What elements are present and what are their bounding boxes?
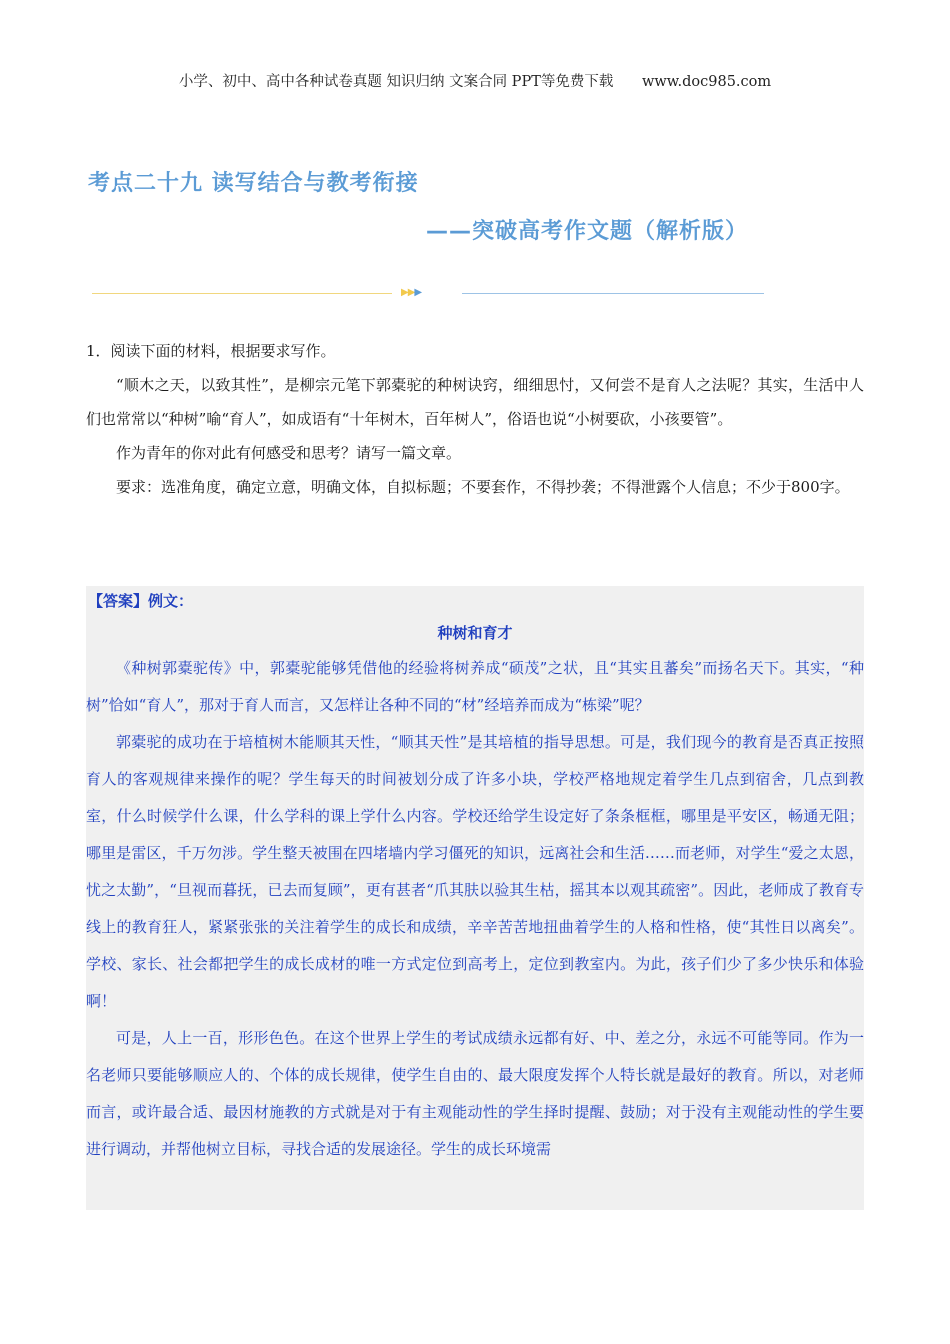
page-header	[0, 70, 950, 91]
divider-left	[92, 293, 392, 294]
page-subtitle: ——突破高考作文题（解析版）	[426, 219, 749, 244]
question-intro: 1．阅读下面的材料，根据要求写作。	[86, 342, 336, 360]
divider-arrows-icon: ▶▶▶	[401, 287, 422, 298]
header-site-link[interactable]: www.doc985.com	[641, 74, 772, 90]
answer-label: 【答案】例文：	[88, 592, 194, 610]
essay-title: 种树和育才	[437, 624, 513, 642]
header-text: 小学、初中、高中各种试卷真题 知识归纳 文案合同 PPT等免费下载	[178, 74, 614, 90]
question-prompt: 作为青年的你对此有何感受和思考？请写一篇文章。	[116, 444, 462, 462]
question-requirement: 要求：选准角度，确定立意，明确文体，自拟标题；不要套作，不得抄袭；不得泄露个人信息；不少于800字。	[116, 478, 850, 496]
essay-paragraph: 《种树郭橐驼传》中，郭橐驼能够凭借他的经验将树养成“硕茂”之状，且“其实且蕃矣”而扬名天下。其实，“种树”恰如“育人”，那对于育人而言，又怎样让各种不同的“材”经培养而成为“栋梁”呢？	[86, 659, 864, 714]
question-section	[86, 334, 864, 504]
essay-body	[86, 650, 864, 1168]
page-title: 考点二十九 读写结合与教考衔接	[88, 171, 419, 196]
essay-paragraph: 可是，人上一百，形形色色。在这个世界上学生的考试成绩永远都有好、中、差之分，永远不可能等同。作为一名老师只要能够顺应人的、个体的成长规律，使学生自由的、最大限度发挥个人特长就是最好的教育。所以，对老师而言，或许最合适、最因材施教的方式就是对于有主观能动性的学生择时提醒、鼓励；对于没有主观能动性的学生要进行调动，并帮他树立目标，寻找合适的发展途径。学生的成长环境需	[86, 1029, 864, 1158]
answer-box	[86, 586, 864, 1210]
essay-paragraph: 郭橐驼的成功在于培植树木能顺其天性，“顺其天性”是其培植的指导思想。可是，我们现今的教育是否真正按照育人的客观规律来操作的呢？学生每天的时间被划分成了许多小块，学校严格地规定着学生几点到宿舍，几点到教室，什么时候学什么课，什么学科的课上学什么内容。学校还给学生设定好了条条框框，哪里是平安区，畅通无阻；哪里是雷区，千万勿涉。学生整天被围在四堵墙内学习僵死的知识，远离社会和生活……而老师，对学生“爱之太恩，忧之太勤”，“旦视而暮抚，已去而复顾”，更有甚者“爪其肤以验其生枯，摇其本以观其疏密”。因此，老师成了教育专线上的教育狂人，紧紧张张的关注着学生的成长和成绩，辛辛苦苦地扭曲着学生的人格和性格，使“其性日以离矣”。学校、家长、社会都把学生的成长成材的唯一方式定位到高考上，定位到教室内。为此，孩子们少了多少快乐和体验啊！	[86, 733, 864, 1010]
divider-right	[462, 293, 764, 294]
question-material: “顺木之天，以致其性”，是柳宗元笔下郭橐驼的种树诀窍，细细思忖，又何尝不是育人之法呢？其实，生活中人们也常常以“种树”喻“育人”，如成语有“十年树木，百年树人”，俗语也说“小树要砍，小孩要管”。	[86, 376, 864, 428]
